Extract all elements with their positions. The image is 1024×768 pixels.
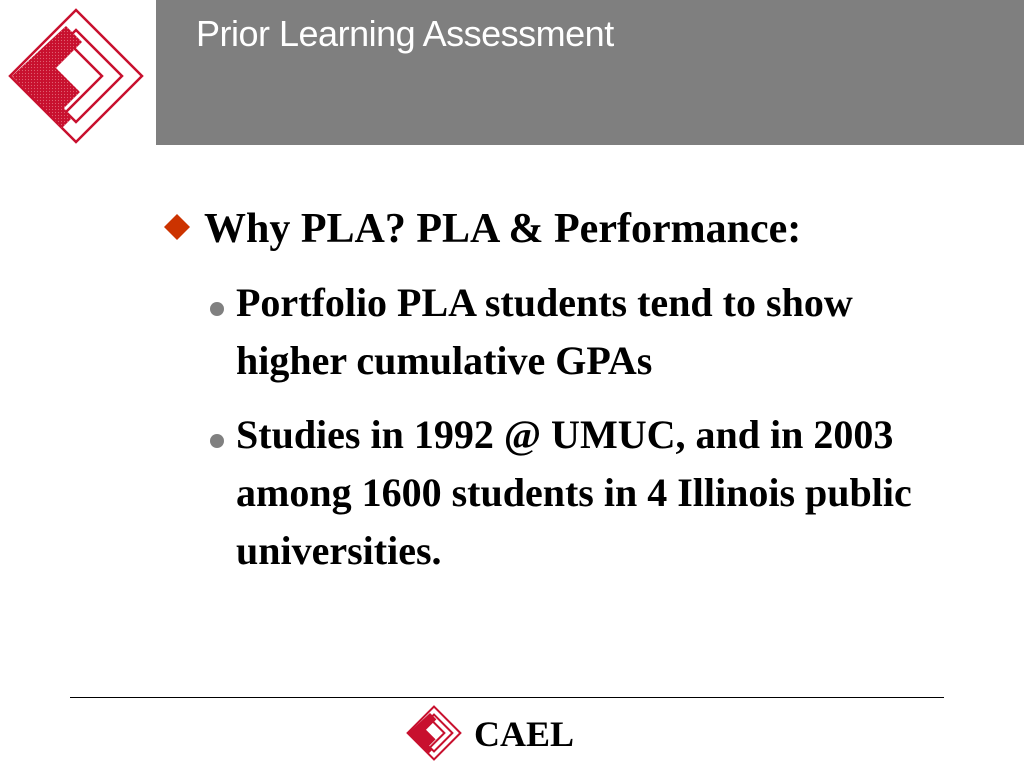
dot-bullet-icon [210, 434, 224, 448]
bullet-level2 [236, 274, 936, 390]
slide-content [160, 198, 960, 580]
diamond-bullet-icon [164, 214, 190, 240]
cael-small-logo-icon [406, 705, 462, 761]
bullet-heading-text: Why PLA? PLA & Performance: [204, 206, 802, 252]
dot-bullet-icon [210, 302, 224, 316]
cael-logo-icon [6, 6, 146, 146]
footer-brand: CAEL [474, 714, 575, 754]
bullet-text: Portfolio PLA students tend to show higher cumulative GPAs [236, 280, 853, 383]
slide-title: Prior Learning Assessment [196, 13, 614, 54]
bullet-text: Studies in 1992 @ UMUC, and in 2003 among 1600 students in 4 Illinois public universities. [236, 412, 912, 573]
header-bar [156, 0, 1024, 145]
footer-divider [70, 697, 944, 698]
bullet-level1 [160, 198, 960, 260]
bullet-level2 [236, 406, 936, 580]
